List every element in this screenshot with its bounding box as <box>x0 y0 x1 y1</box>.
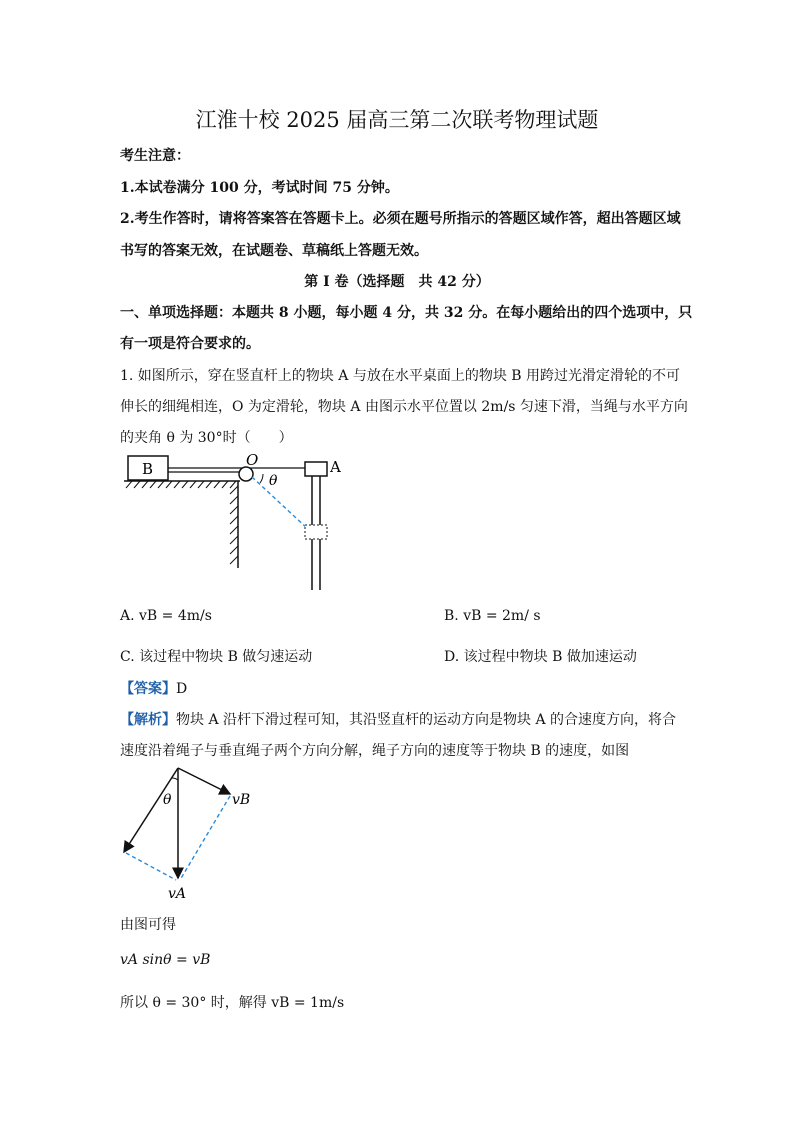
table-hatch <box>126 481 236 488</box>
theta-label: θ <box>163 792 172 808</box>
option-d-text: D. 该过程中物块 B 做加速运动 <box>444 649 637 665</box>
block-b-label: B <box>142 460 154 478</box>
section-line-1: 一、单项选择题：本题共 8 小题，每小题 4 分，共 32 分。在每小题给出的四个选项中，只 <box>120 305 693 321</box>
notice-heading: 考生注意： <box>120 148 190 164</box>
option-c[interactable] <box>120 646 312 666</box>
answer-line <box>120 678 187 698</box>
question-1-line-1: 1. 如图所示，穿在竖直杆上的物块 A 与放在水平桌面上的物块 B 用跨过光滑定滑轮的不可 <box>120 368 681 384</box>
theta-arc <box>172 778 178 780</box>
question-1-line-2: 伸长的细绳相连，O 为定滑轮，物块 A 由图示水平位置以 2m/s 匀速下滑，当绳与水平方向 <box>120 399 688 415</box>
pulley-label: O <box>246 451 259 469</box>
answer-value: D <box>176 681 188 697</box>
block-a-lower-position <box>305 525 327 539</box>
option-a-text: A. vB = 4m/s <box>120 608 212 624</box>
wall-hatch <box>230 486 238 564</box>
option-b-text: B. vB = 2m/ s <box>444 608 541 624</box>
conclusion-text: 由图可得 <box>120 917 176 933</box>
option-b[interactable] <box>444 608 541 624</box>
analysis-text-1: 物块 A 沿杆下滑过程可知，其沿竖直杆的运动方向是物块 A 的合速度方向，将合 <box>176 712 677 728</box>
section-line-2: 有一项是符合要求的。 <box>120 336 260 352</box>
notice-item-2-line-1: 2.考生作答时，请将答案答在答题卡上。必须在题号所指示的答题区域作答，超出答题区域 <box>120 211 681 227</box>
analysis-line-2: 速度沿着绳子与垂直绳子两个方向分解，绳子方向的速度等于物块 B 的速度，如图 <box>120 743 630 759</box>
answer-label: 【答案】 <box>120 681 176 697</box>
formula: vA sinθ = vB <box>120 952 211 968</box>
angle-arc <box>260 474 263 483</box>
perpendicular-arrow <box>124 768 178 852</box>
option-d[interactable] <box>444 646 637 666</box>
page-title: 江淮十校 2025 届高三第二次联考物理试题 <box>195 108 599 132</box>
angle-label: θ <box>269 473 278 489</box>
analysis-line-1 <box>120 709 676 729</box>
block-a-label: A <box>330 458 341 476</box>
analysis-label: 【解析】 <box>120 712 176 728</box>
question-1-line-3: 的夹角 θ 为 30°时（ ） <box>120 430 293 446</box>
pulley <box>239 467 253 481</box>
block-a <box>305 462 327 476</box>
dashed-line-right <box>180 796 230 880</box>
notice-item-2-line-2: 书写的答案无效，在试题卷、草稿纸上答题无效。 <box>120 243 428 259</box>
notice-item-1: 1.本试卷满分 100 分，考试时间 75 分钟。 <box>120 180 399 196</box>
option-a[interactable] <box>120 608 212 624</box>
dashed-line-left <box>126 853 176 880</box>
velocity-diagram <box>112 760 272 910</box>
option-c-text: C. 该过程中物块 B 做匀速运动 <box>120 649 313 665</box>
va-label: vA <box>168 886 187 902</box>
vb-label: vB <box>232 792 251 808</box>
vb-arrow <box>178 768 230 794</box>
rope-dashed <box>252 477 309 530</box>
result-text: 所以 θ = 30° 时，解得 vB = 1m/s <box>120 995 345 1011</box>
volume-title: 第 I 卷（选择题 共 42 分） <box>304 274 490 290</box>
question-1-figure <box>118 450 378 595</box>
